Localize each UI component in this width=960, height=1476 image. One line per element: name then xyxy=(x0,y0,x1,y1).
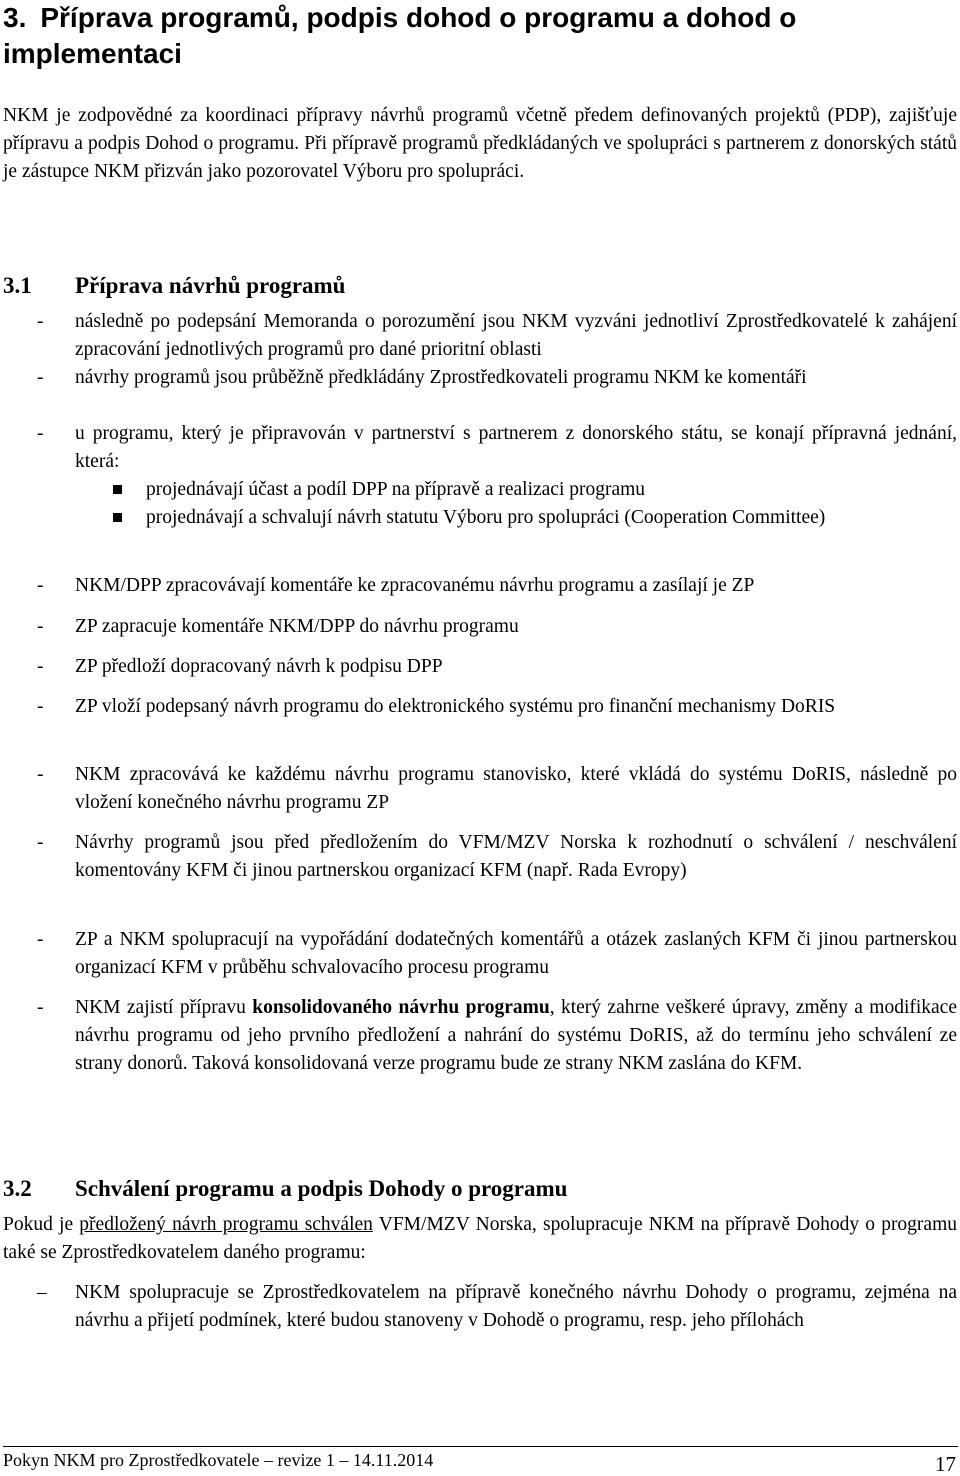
text-run: NKM zajistí přípravu xyxy=(75,997,253,1018)
text-run: VFM/MZV Norska, spolupracuje NKM na přípravě Dohody o programu také se Zprostředkovatelem daného programu: xyxy=(3,1214,958,1263)
list-item xyxy=(3,420,957,476)
list-item-text: Návrhy programů jsou před předložením do VFM/MZV Norska k rozhodnutí o schválení / neschválení komentovány KFM či jinou partnerskou organizací KFM (např. Rada Evropy) xyxy=(75,832,957,881)
section-heading-3-2 xyxy=(3,1175,567,1203)
list-dash: - xyxy=(37,656,44,677)
list-item-text: ZP zapracuje komentáře NKM/DPP do návrhu programu xyxy=(75,616,519,637)
underlined-phrase: předložený návrh programu schválen xyxy=(79,1214,373,1235)
square-bullet-icon xyxy=(113,513,122,522)
page-number: 17 xyxy=(935,1452,956,1476)
list-dash: - xyxy=(37,575,44,596)
list-item-text: následně po podepsání Memoranda o porozumění jsou NKM vyzváni jednotliví Zprostředkovatelé k zahájení zpracování jednotlivých programů pro dané prioritní oblasti xyxy=(75,311,957,360)
chapter-number: 3. xyxy=(3,2,27,33)
list-item xyxy=(3,653,957,681)
list-dash: - xyxy=(37,311,44,332)
list-item-text xyxy=(75,994,957,1078)
list-item-text: návrhy programů jsou průběžně předkládány Zprostředkovateli programu NKM ke komentáři xyxy=(75,367,807,388)
list-item xyxy=(3,1279,957,1335)
list-dash: - xyxy=(37,997,44,1018)
list-dash: – xyxy=(37,1282,47,1303)
list-item-text: u programu, který je připravován v partnerství s partnerem z donorského státu, se konají přípravná jednání, která: xyxy=(75,423,957,472)
list-dash: - xyxy=(37,764,44,785)
list-dash: - xyxy=(37,367,44,388)
list-item xyxy=(3,308,957,364)
sub-list-item-text: projednávají a schvalují návrh statutu Výboru pro spolupráci (Cooperation Committee) xyxy=(146,507,826,528)
section-3-2-paragraph xyxy=(3,1211,957,1267)
list-item xyxy=(3,761,957,817)
intro-paragraph: NKM je zodpovědné za koordinaci přípravy návrhů programů včetně předem definovaných projektů (PDP), zajišťuje přípravu a podpis Dohod o programu. Při přípravě programů předkládaných ve spolupráci s partnerem z donorských států je zástupce NKM přizván jako pozorovatel Výboru pro spolupráci. xyxy=(3,105,957,182)
section-heading-3-1 xyxy=(3,272,345,300)
list-item-text: NKM/DPP zpracovávají komentáře ke zpracovanému návrhu programu a zasílají je ZP xyxy=(75,575,755,596)
list-item-text: NKM spolupracuje se Zprostředkovatelem na přípravě konečného návrhu Dohody o programu, zejména na návrhu a přijetí podmínek, které budou stanoveny v Dohodě o programu, resp. jeho přílohách xyxy=(75,1282,957,1331)
list-dash: - xyxy=(37,929,44,950)
chapter-heading xyxy=(3,0,958,72)
sub-list-item xyxy=(3,476,957,504)
list-dash: - xyxy=(37,616,44,637)
section-title: Příprava návrhů programů xyxy=(75,273,346,298)
page-footer xyxy=(3,1446,958,1476)
list-item-text: ZP a NKM spolupracují na vypořádání dodatečných komentářů a otázek zaslaných KFM či jinou partnerskou organizací KFM v průběhu schvalovacího procesu programu xyxy=(75,929,957,978)
list-item-text: NKM zpracovává ke každému návrhu programu stanovisko, které vkládá do systému DoRIS, následně po vložení konečného návrhu programu ZP xyxy=(75,764,957,813)
list-item xyxy=(3,572,957,600)
sub-list-item-text: projednávají účast a podíl DPP na přípravě a realizaci programu xyxy=(146,479,646,500)
list-item-text: ZP předloží dopracovaný návrh k podpisu DPP xyxy=(75,656,443,677)
text-run: , který zahrne veškeré úpravy, změny a modifikace návrhu programu od jeho prvního předložení a nahrání do systému DoRIS, až do termínu jeho schválení ze strany donorů. Taková konsolidovaná verze programu bude ze strany NKM zaslána do KFM. xyxy=(75,997,957,1074)
list-dash: - xyxy=(37,696,44,717)
list-item xyxy=(3,693,957,721)
chapter-title: Příprava programů, podpis dohod o programu a dohod o implementaci xyxy=(3,2,797,69)
bold-term: konsolidovaného návrhu programu xyxy=(252,997,550,1018)
list-item xyxy=(3,994,957,1078)
list-item xyxy=(3,613,957,641)
section-number: 3.1 xyxy=(3,273,32,298)
section-number: 3.2 xyxy=(3,1176,32,1201)
text-run: Pokud je xyxy=(3,1214,80,1235)
footer-text: Pokyn NKM pro Zprostředkovatele – revize 1 – 14.11.2014 xyxy=(3,1450,434,1470)
list-item-text: ZP vloží podepsaný návrh programu do elektronického systému pro finanční mechanismy DoRIS xyxy=(75,696,836,717)
list-item xyxy=(3,364,957,392)
list-dash: - xyxy=(37,832,44,853)
list-item xyxy=(3,829,957,885)
sub-list-item xyxy=(3,504,957,532)
square-bullet-icon xyxy=(113,485,122,494)
section-title: Schválení programu a podpis Dohody o programu xyxy=(75,1176,568,1201)
list-dash: - xyxy=(37,423,44,444)
list-item xyxy=(3,926,957,982)
